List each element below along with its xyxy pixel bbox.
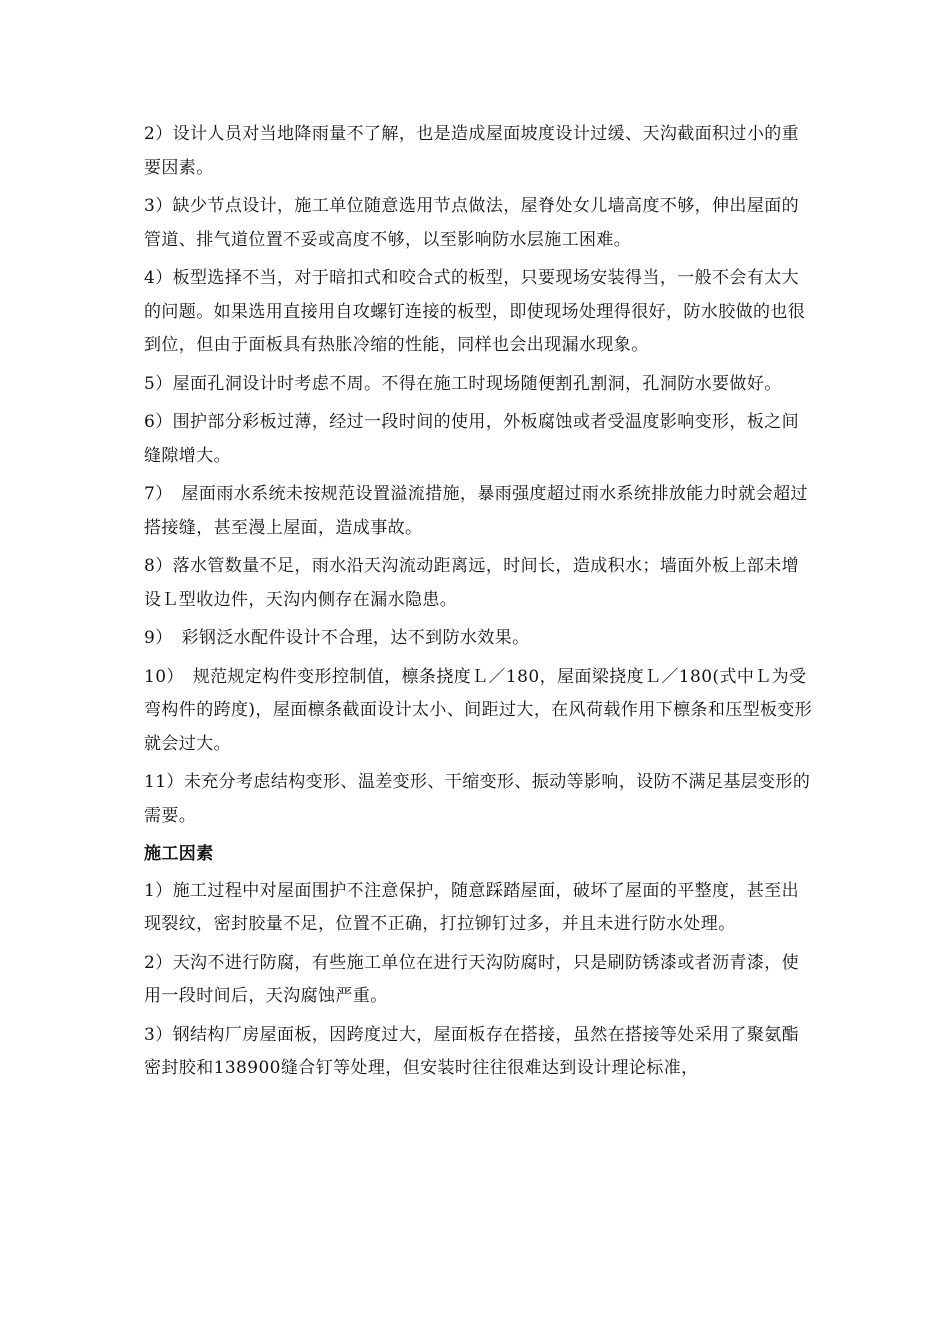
paragraph-design-10: 10） 规范规定构件变形控制值，檩条挠度Ｌ／180，屋面梁挠度Ｌ／180(式中Ｌ为受弯构件的跨度)，屋面檩条截面设计太小、间距过大，在风荷载作用下檩条和压型板变形就会过大。 (144, 666, 813, 754)
paragraph-design-11: 11）未充分考虑结构变形、温差变形、干缩变形、振动等影响，设防不满足基层变形的需要。 (144, 772, 811, 826)
paragraph-design-3: 3）缺少节点设计，施工单位随意选用节点做法，屋脊处女儿墙高度不够，伸出屋面的管道、排气道位置不妥或高度不够，以至影响防水层施工困难。 (144, 196, 800, 250)
paragraph-design-7: 7） 屋面雨水系统未按规范设置溢流措施，暴雨强度超过雨水系统排放能力时就会超过搭接缝，甚至漫上屋面，造成事故。 (144, 484, 808, 538)
paragraph-construction-1: 1）施工过程中对屋面围护不注意保护，随意踩踏屋面，破坏了屋面的平整度，甚至出现裂纹，密封胶量不足，位置不正确，打拉铆钉过多，并且未进行防水处理。 (144, 880, 800, 934)
paragraph-design-2: 2）设计人员对当地降雨量不了解，也是造成屋面坡度设计过缓、天沟截面积过小的重要因素。 (144, 124, 800, 178)
paragraph-design-8: 8）落水管数量不足，雨水沿天沟流动距离远，时间长，造成积水；墙面外板上部未增设Ｌ型收边件，天沟内侧存在漏水隐患。 (144, 556, 800, 610)
paragraph-design-6: 6）围护部分彩板过薄，经过一段时间的使用，外板腐蚀或者受温度影响变形，板之间缝隙增大。 (144, 412, 800, 466)
paragraph-design-9: 9） 彩钢泛水配件设计不合理，达不到防水效果。 (144, 628, 530, 648)
section-heading-construction: 施工因素 (144, 844, 214, 864)
document-page (144, 118, 814, 1091)
paragraph-design-4: 4）板型选择不当，对于暗扣式和咬合式的板型，只要现场安装得当，一般不会有太大的问题。如果选用直接用自攻螺钉连接的板型，即使现场处理得很好，防水胶做的也很到位，但由于面板具有热胀冷缩的性能，同样也会出现漏水现象。 (144, 268, 806, 355)
paragraph-construction-2: 2）天沟不进行防腐，有些施工单位在进行天沟防腐时，只是刷防锈漆或者沥青漆，使用一段时间后，天沟腐蚀严重。 (144, 952, 800, 1006)
paragraph-design-5: 5）屋面孔洞设计时考虑不周。不得在施工时现场随便割孔割洞，孔洞防水要做好。 (144, 373, 782, 394)
paragraph-construction-3: 3）钢结构厂房屋面板，因跨度过大，屋面板存在搭接，虽然在搭接等处采用了聚氨酯密封胶和138900缝合钉等处理，但安装时往往很难达到设计理论标准， (144, 1024, 800, 1078)
